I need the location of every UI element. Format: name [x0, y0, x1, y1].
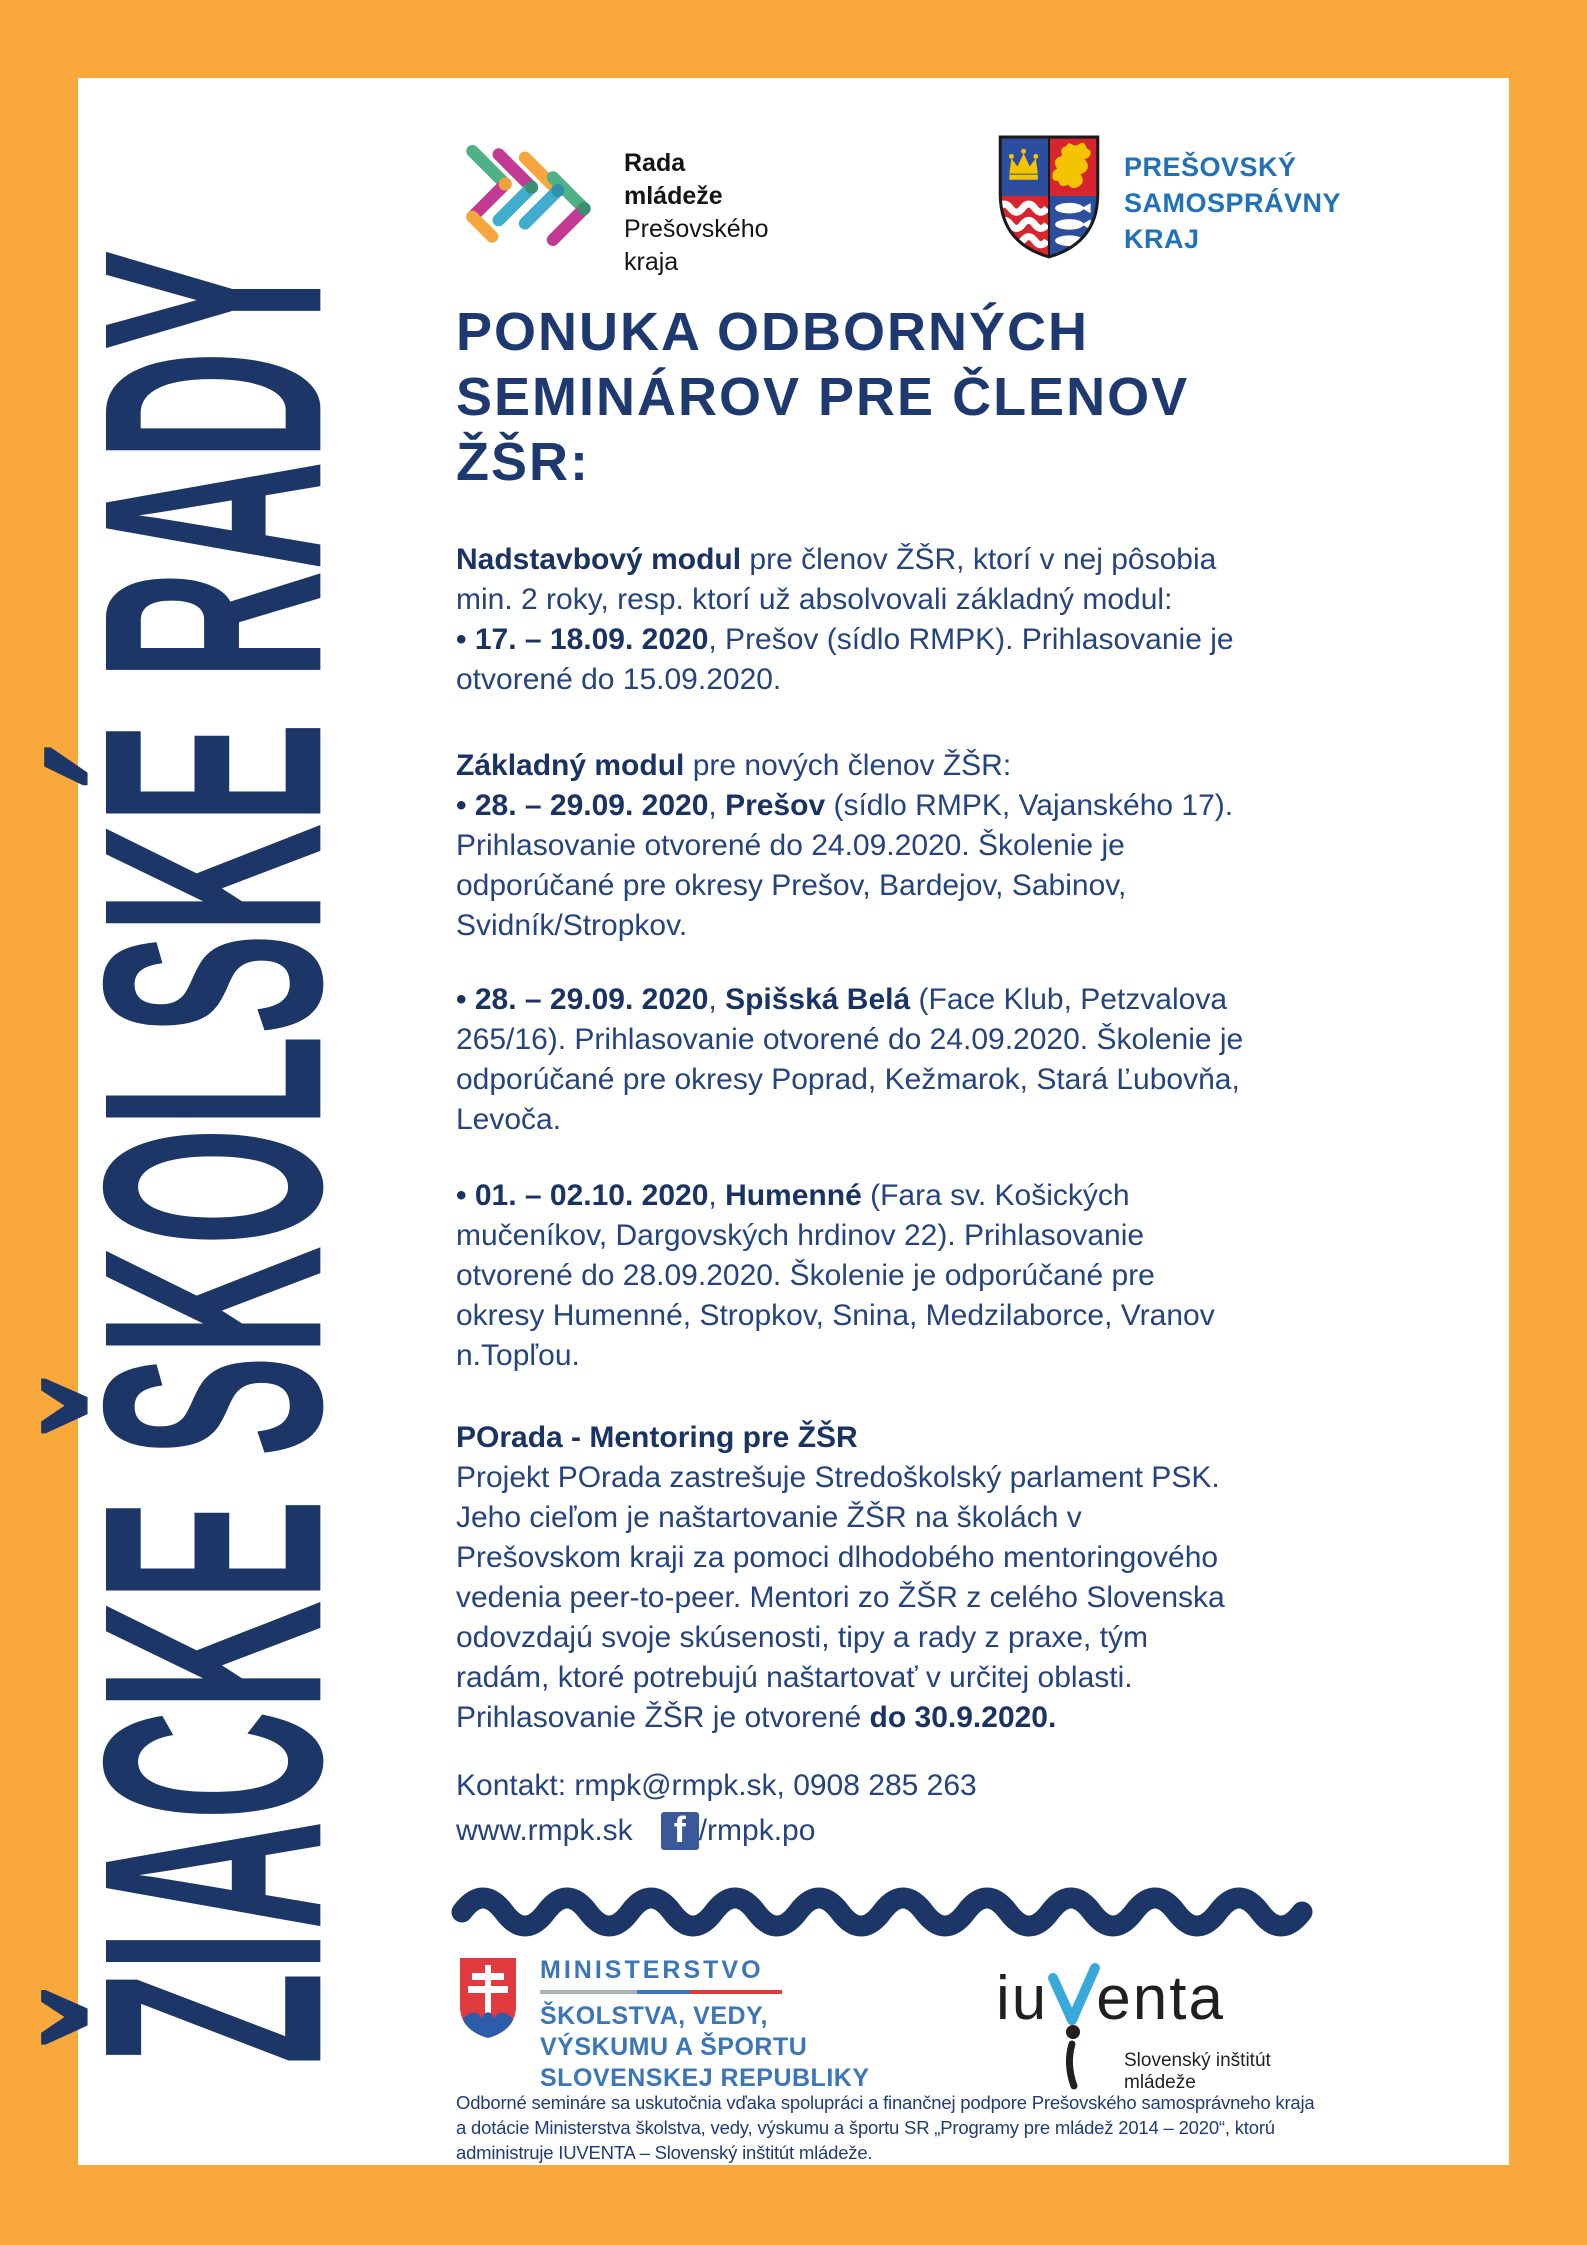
ministry-tricolor-rule: [540, 1990, 782, 1994]
page-title-line-3: ŽŠR:: [456, 432, 590, 492]
rmpk-logo-text: Rada mládeže Prešovského kraja: [624, 149, 769, 276]
page-title-line-2: SEMINÁROV PRE ČLENOV: [456, 367, 1190, 427]
paragraph-porada-mentoring: POrada - Mentoring pre ŽŠR Projekt POrada zastrešuje Stredoškolský parlament PSK. Jeho cieľom je naštartovanie ŽŠR na školách v Prešovskom kraji za pomoci dlhodobého mentoringového vedenia peer-to-peer. Mentori zo ŽŠR z celého Slovenska odovzdajú svoje skúsenosti, tipy a rady z praxe, tým radám, ktoré potrebujú naštartovať v určitej oblasti. Prihlasovanie ŽŠR je otvorené do 30.9.2020.: [456, 1421, 1225, 1734]
iuventa-person-icon: [1044, 1962, 1100, 2092]
paragraph-zakladny-modul: Základný modul pre nových členov ŽŠR: • 28. – 29.09. 2020, Prešov (sídlo RMPK, Vajanského 17). Prihlasovanie otvorené do 24.09.2020. Školenie je odporúčané pre okresy Prešov, Bardejov, Sabinov, Svidník/Stropkov.: [456, 749, 1234, 942]
paragraph-nadstavbovy-modul: Nadstavbový modul pre členov ŽŠR, ktorí v nej pôsobia min. 2 roky, resp. ktorí už absolvovali základný modul: • 17. – 18.09. 2020, Prešov (sídlo RMPK). Prihlasovanie je otvorené do 15.09.2020.: [456, 543, 1234, 696]
iuventa-text-enta: enta: [1096, 1964, 1225, 2033]
rmpk-logo: [456, 133, 769, 279]
paragraph-spisska-bela: • 28. – 29.09. 2020, Spišská Belá (Face Klub, Petzvalova 265/16). Prihlasovanie otvorené do 24.09.2020. Školenie je odporúčané pre okresy Poprad, Kežmarok, Stará Ľubovňa, Levoča.: [456, 983, 1244, 1136]
ministry-logo: [456, 1954, 870, 2094]
page-title-line-1: PONUKA ODBORNÝCH: [456, 302, 1090, 362]
psk-logo-text: PREŠOVSKÝ SAMOSPRÁVNY KRAJ: [1123, 152, 1341, 254]
header-logos: [456, 133, 1341, 279]
page-title: [456, 300, 1356, 495]
contact-line[interactable]: Kontakt: rmpk@rmpk.sk, 0908 285 263: [456, 1769, 977, 1802]
website-link[interactable]: www.rmpk.sk: [456, 1814, 633, 1847]
ministry-coat-of-arms-icon: [456, 1954, 520, 2042]
contact-social-row: [456, 1811, 1361, 1851]
paragraph-humenne: • 01. – 02.10. 2020, Humenné (Fara sv. Košických mučeníkov, Dargovských hrdinov 22). Prihlasovanie otvorené do 28.09.2020. Školenie je odporúčané pre okresy Humenné, Stropkov, Snina, Medzilaborce, Vranov n.Topľou.: [456, 1179, 1215, 1372]
iuventa-text-iu: iu: [996, 1964, 1049, 2033]
ministry-logo-text: [540, 1956, 870, 2094]
facebook-handle[interactable]: /rmpk.po: [698, 1814, 816, 1847]
rmpk-chevrons-icon: [456, 133, 594, 253]
psk-coat-of-arms-icon: [996, 133, 1102, 261]
vertical-side-title: ŽIACKE ŠKOLSKÉ RADY: [39, 249, 388, 2065]
ministry-title: MINISTERSTVO: [540, 1956, 764, 1984]
psk-logo: [996, 133, 1341, 261]
wave-divider: [450, 1874, 1318, 1938]
ministry-subtitle: ŠKOLSTVA, VEDY, VÝSKUMU A ŠPORTU SLOVENSKEJ REPUBLIKY: [540, 2002, 870, 2092]
contact-block: [456, 1766, 1361, 1851]
iuventa-tagline: Slovenský inštitút mládeže: [1124, 2050, 1271, 2093]
facebook-icon[interactable]: f: [661, 1812, 699, 1850]
funding-fineprint: Odborné semináre sa uskutočnia vďaka spolupráci a finančnej podpore Prešovského samosprávneho kraja a dotácie Ministerstva školstva, vedy, výskumu a športu SR „Programy pre mládež 2014 – 2020“, ktorú administruje IUVENTA – Slovenský inštitút mládeže.: [456, 2092, 1315, 2163]
